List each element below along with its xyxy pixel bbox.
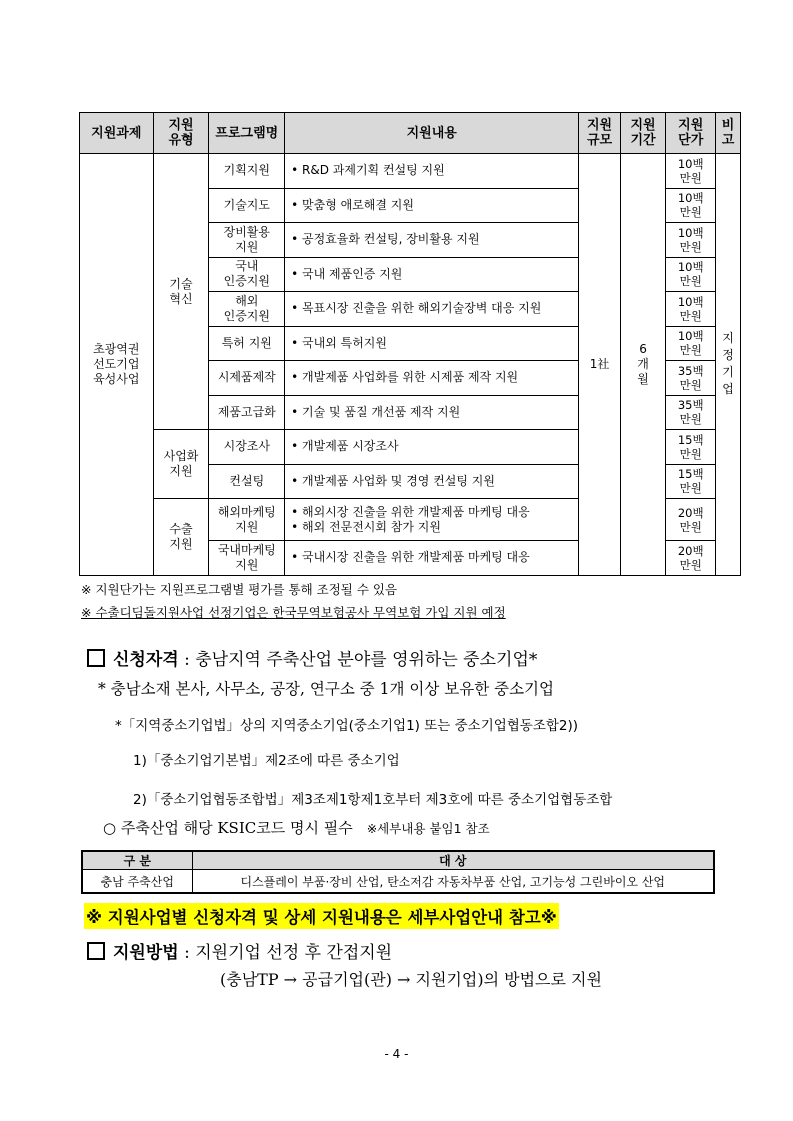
qualification-label: 신청자격 <box>113 650 179 670</box>
header-price: 지원 단가 <box>666 113 716 154</box>
ksic-header-target: 대 상 <box>192 851 714 870</box>
square-bullet-icon <box>87 942 105 960</box>
square-bullet-icon <box>87 649 105 667</box>
support-type: 기술 혁신 <box>153 154 209 430</box>
unit-price: 10백 만원 <box>666 257 716 292</box>
unit-price: 10백 만원 <box>666 292 716 327</box>
unit-price: 10백 만원 <box>666 223 716 258</box>
ksic-target: 디스플레이 부품·장비 산업, 탄소저감 자동차부품 산업, 고기능성 그린바이오 산업 <box>192 870 714 894</box>
header-scale: 지원 규모 <box>579 113 620 154</box>
support-content: • 개발제품 시장조사 <box>285 430 579 465</box>
program-name: 기획지원 <box>209 154 285 189</box>
support-content: • 개발제품 사업화 및 경영 컨설팅 지원 <box>285 464 579 499</box>
program-name: 해외마케팅 지원 <box>209 499 285 541</box>
method-heading <box>87 938 392 963</box>
support-program-table <box>79 112 741 576</box>
program-name: 특허 지원 <box>209 326 285 361</box>
unit-price: 20백 만원 <box>666 541 716 576</box>
header-remark: 비 고 <box>716 113 741 154</box>
program-name: 국내마케팅 지원 <box>209 541 285 576</box>
support-content: • 맞춤형 애로해결 지원 <box>285 188 579 223</box>
ksic-reference: ※세부내용 붙임1 참조 <box>366 821 490 836</box>
support-scale: 1社 <box>579 154 620 576</box>
remark: 지정기업 <box>716 154 741 576</box>
unit-price: 15백 만원 <box>666 430 716 465</box>
program-name: 시장조사 <box>209 430 285 465</box>
ksic-category: 충남 주축산업 <box>82 870 192 894</box>
support-content: • 국내시장 진출을 위한 개발제품 마케팅 대응 <box>285 541 579 576</box>
header-content: 지원내용 <box>285 113 579 154</box>
method-label: 지원방법 <box>113 943 179 963</box>
footnote-1: 1)「중소기업기본법」제2조에 따른 중소기업 <box>133 753 400 769</box>
support-type: 수출 지원 <box>153 499 209 576</box>
support-type: 사업화 지원 <box>153 430 209 499</box>
project-name: 초광역권 선도기업 육성사업 <box>80 154 154 576</box>
support-content: • R&D 과제기획 컨설팅 지원 <box>285 154 579 189</box>
program-name: 제품고급화 <box>209 395 285 430</box>
ksic-table <box>81 850 715 894</box>
support-content: • 국내 제품인증 지원 <box>285 257 579 292</box>
program-name: 기술지도 <box>209 188 285 223</box>
qualification-star-note: * 충남소재 본사, 사무소, 공장, 연구소 중 1개 이상 보유한 중소기업 <box>98 680 554 698</box>
unit-price: 10백 만원 <box>666 326 716 361</box>
ksic-text: ○ 주축산업 해당 KSIC코드 명시 필수 <box>103 819 353 837</box>
support-content: • 기술 및 품질 개선품 제작 지원 <box>285 395 579 430</box>
unit-price: 10백 만원 <box>666 188 716 223</box>
unit-price: 20백 만원 <box>666 499 716 541</box>
support-period: 6 개 월 <box>620 154 666 576</box>
support-content: • 국내외 특허지원 <box>285 326 579 361</box>
qualification-sub-note: *「지역중소기업법」상의 지역중소기업(중소기업1) 또는 중소기업협동조합2)) <box>115 718 579 734</box>
support-content: • 해외시장 진출을 위한 개발제품 마케팅 대응 • 해외 전문전시회 참가 지원 <box>285 499 579 541</box>
export-support-note: ※ 수출디딤돌지원사업 선정기업은 한국무역보험공사 무역보험 가입 지원 예정 <box>81 605 506 620</box>
program-name: 국내 인증지원 <box>209 257 285 292</box>
header-project: 지원과제 <box>80 113 154 154</box>
method-detail: (충남TP → 공급기업(관) → 지원기업)의 방법으로 지원 <box>220 970 602 989</box>
program-name: 해외 인증지원 <box>209 292 285 327</box>
qualification-text: : 충남지역 주축산업 분야를 영위하는 중소기업* <box>178 650 538 670</box>
program-name: 컨설팅 <box>209 464 285 499</box>
footnote-2: 2)「중소기업협동조합법」제3조제1항제1호부터 제3호에 따른 중소기업협동조합 <box>133 792 613 808</box>
header-type: 지원 유형 <box>153 113 209 154</box>
header-program: 프로그램명 <box>209 113 285 154</box>
program-name: 시제품제작 <box>209 361 285 396</box>
ksic-requirement <box>103 817 490 838</box>
price-adjustment-note: ※ 지원단가는 지원프로그램별 평가를 통해 조정될 수 있음 <box>81 582 398 597</box>
unit-price: 10백 만원 <box>666 154 716 189</box>
program-name: 장비활용 지원 <box>209 223 285 258</box>
highlight-notice: ※ 지원사업별 신청자격 및 상세 지원내용은 세부사업안내 참고※ <box>84 903 559 929</box>
table-row <box>80 154 741 189</box>
support-content: • 목표시장 진출을 위한 해외기술장벽 대응 지원 <box>285 292 579 327</box>
method-text: : 지원기업 선정 후 간접지원 <box>178 943 393 963</box>
unit-price: 35백 만원 <box>666 361 716 396</box>
page-number: - 4 - <box>384 1047 409 1061</box>
unit-price: 15백 만원 <box>666 464 716 499</box>
ksic-header-category: 구 분 <box>82 851 192 870</box>
unit-price: 35백 만원 <box>666 395 716 430</box>
qualification-heading <box>87 645 537 670</box>
header-period: 지원 기간 <box>620 113 666 154</box>
support-content: • 공정효율화 컨설팅, 장비활용 지원 <box>285 223 579 258</box>
support-content: • 개발제품 사업화를 위한 시제품 제작 지원 <box>285 361 579 396</box>
